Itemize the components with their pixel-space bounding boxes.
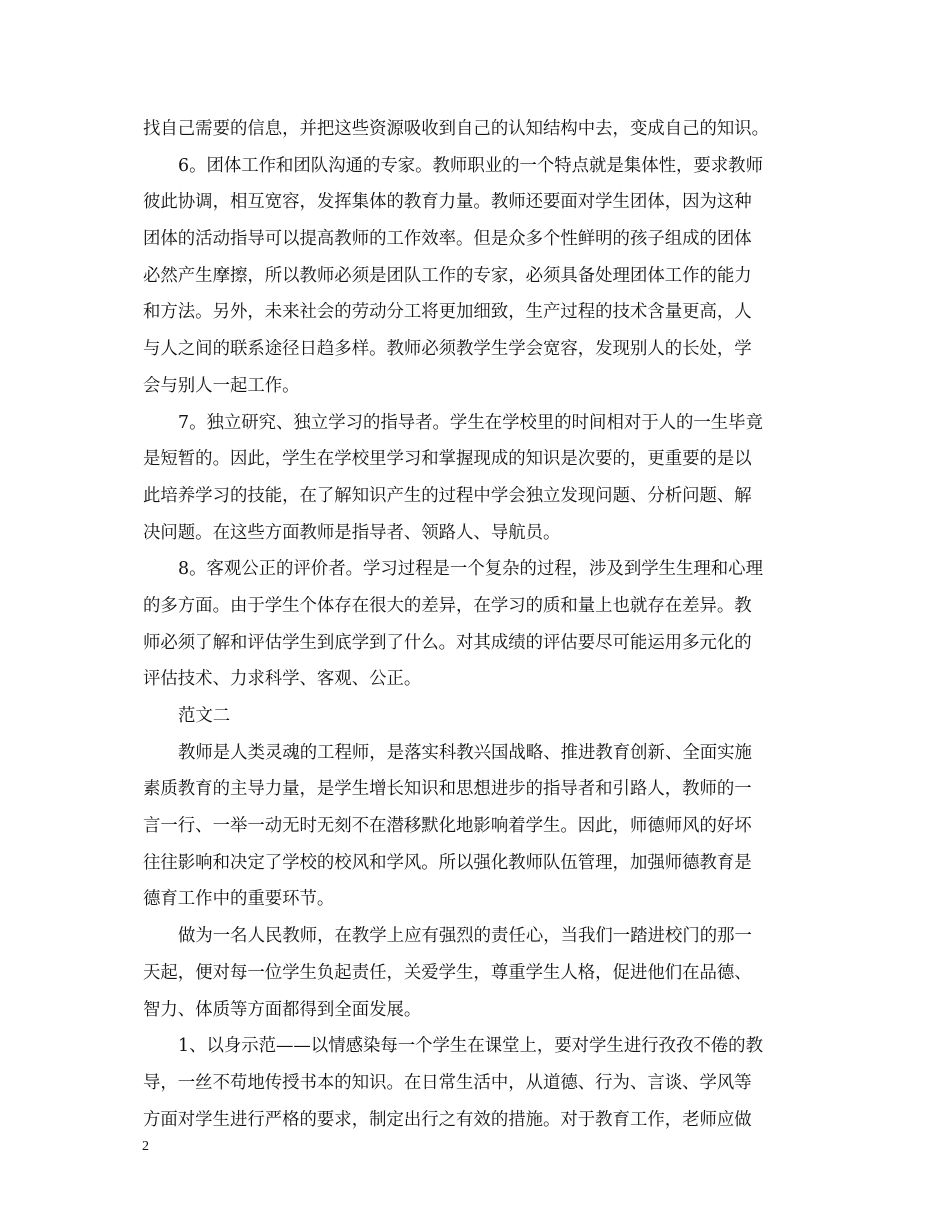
text-line: 是短暂的。因此，学生在学校里学习和掌握现成的知识是次要的，更重要的是以: [143, 449, 752, 470]
text-line: 团体的活动指导可以提高教师的工作效率。但是众多个性鲜明的孩子组成的团体: [143, 229, 752, 250]
text-line: 此培养学习的技能，在了解知识产生的过程中学会独立发现问题、分析问题、解: [143, 485, 752, 506]
text-line: 6。团体工作和团队沟通的专家。教师职业的一个特点就是集体性，要求教师: [178, 155, 763, 176]
text-line: 往往影响和决定了学校的校风和学风。所以强化教师队伍管理，加强师德教育是: [143, 852, 752, 873]
text-line: 7。独立研究、独立学习的指导者。学生在学校里的时间相对于人的一生毕竟: [178, 412, 763, 433]
text-line: 1、以身示范——以情感染每一个学生在课堂上，要对学生进行孜孜不倦的教: [178, 1036, 763, 1057]
text-line: 会与别人一起工作。: [143, 375, 300, 396]
text-line: 导，一丝不苟地传授书本的知识。在日常生活中，从道德、行为、言谈、学风等: [143, 1072, 752, 1093]
document-body: [143, 111, 811, 1138]
text-line: 言一行、一举一动无时无刻不在潜移默化地影响着学生。因此，师德师风的好坏: [143, 816, 752, 837]
text-line: 和方法。另外，未来社会的劳动分工将更加细致，生产过程的技术含量更高，人: [143, 302, 752, 323]
text-line: 彼此协调，相互宽容，发挥集体的教育力量。教师还要面对学生团体，因为这种: [143, 192, 752, 213]
text-line: 做为一名人民教师，在教学上应有强烈的责任心，当我们一踏进校门的那一: [178, 926, 752, 947]
text-line: 天起，便对每一位学生负起责任，关爱学生，尊重学生人格，促进他们在品德、: [143, 962, 752, 983]
text-line: 素质教育的主导力量，是学生增长知识和思想进步的指导者和引路人，教师的一: [143, 779, 752, 800]
text-line: 方面对学生进行严格的要求，制定出行之有效的措施。对于教育工作，老师应做: [143, 1109, 752, 1130]
text-line: 评估技术、力求科学、客观、公正。: [143, 669, 422, 690]
text-line: 的多方面。由于学生个体存在很大的差异，在学习的质和量上也就存在差异。教: [143, 595, 752, 616]
section-heading: 范文二: [178, 706, 231, 726]
text-line: 德育工作中的重要环节。: [143, 889, 335, 910]
text-line: 与人之间的联系途径日趋多样。教师必须教学生学会宽容，发现别人的长处，学: [143, 339, 752, 360]
text-line: 教师是人类灵魂的工程师，是落实科教兴国战略、推进教育创新、全面实施: [178, 742, 752, 763]
page-number: 2: [142, 1139, 149, 1154]
text-line: 决问题。在这些方面教师是指导者、领路人、导航员。: [143, 522, 561, 543]
text-line: 找自己需要的信息，并把这些资源吸收到自己的认知结构中去，变成自己的知识。: [143, 119, 770, 139]
text-line: 8。客观公正的评价者。学习过程是一个复杂的过程，涉及到学生生理和心理: [178, 559, 763, 580]
text-line: 智力、体质等方面都得到全面发展。: [143, 999, 422, 1020]
text-line: 师必须了解和评估学生到底学到了什么。对其成绩的评估要尽可能运用多元化的: [143, 632, 752, 653]
text-line: 必然产生摩擦，所以教师必须是团队工作的专家，必须具备处理团体工作的能力: [143, 265, 752, 286]
